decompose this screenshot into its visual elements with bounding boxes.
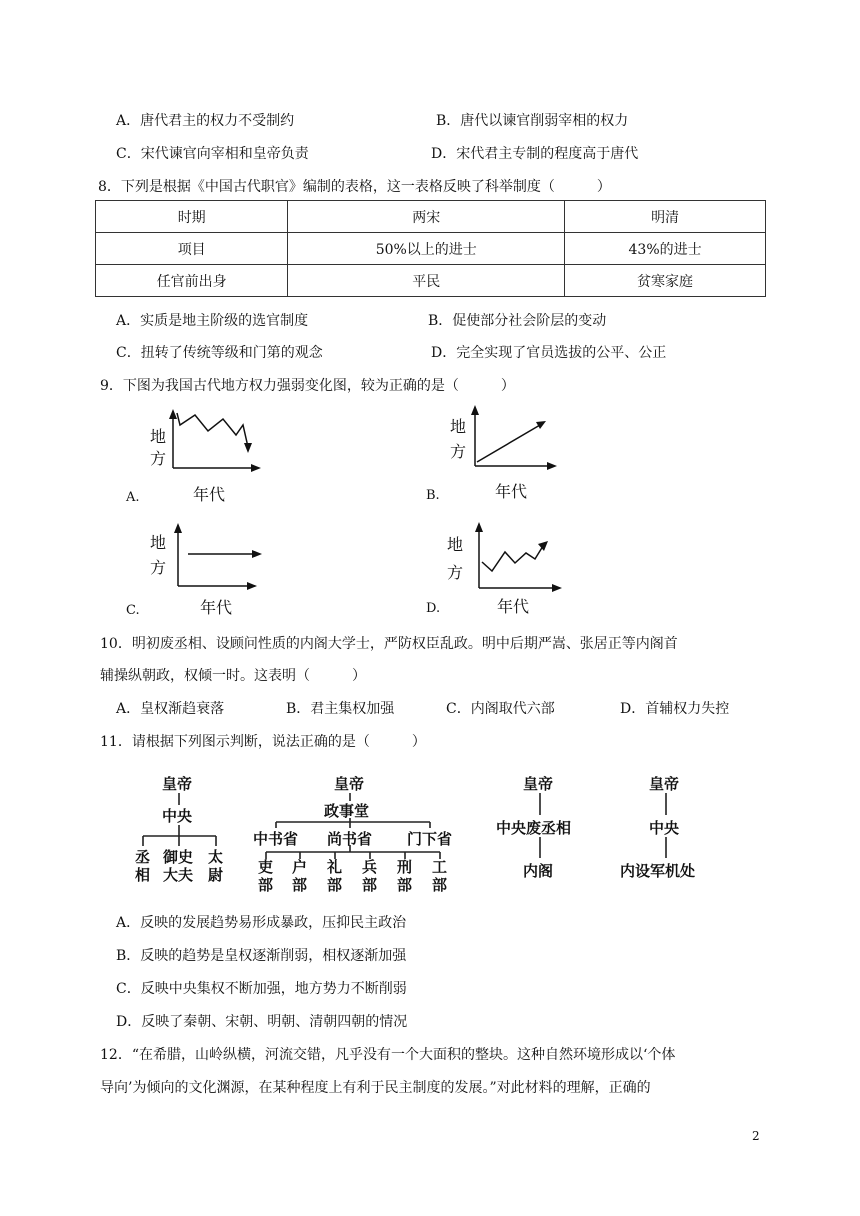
q11-option-c: C．反映中央集权不断加强，地方势力不断削弱	[116, 981, 407, 997]
q11-d4-bottom: 内设军机处	[620, 862, 696, 880]
q9-a-ylabel-top: 地	[150, 427, 167, 446]
q12-stem-line2: 导向’为倾向的文化渊源，在某种程度上有利于民主制度的发展。”对此材料的理解，正确的	[100, 1080, 651, 1096]
table-cell: 平民	[288, 265, 565, 297]
q11-d2-leaf: 礼 部	[327, 858, 343, 894]
q9-label-d: D.	[426, 601, 441, 616]
q8-option-a: A．实质是地主阶级的选官制度	[116, 313, 309, 329]
page-number: 2	[752, 1129, 760, 1143]
q11-option-d: D．反映了秦朝、宋朝、明朝、清朝四朝的情况	[116, 1014, 408, 1030]
q12-stem-line1: 12．“在希腊，山岭纵横，河流交错，凡乎没有一个大面积的整块。这种自然环境形成以‘个体	[100, 1047, 676, 1063]
q9-d-ylabel-top: 地	[447, 535, 464, 554]
q11-option-a: A．反映的发展趋势易形成暴政，压抑民主政治	[116, 915, 407, 931]
q9-b-ylabel-top: 地	[450, 417, 467, 436]
q11-d3-bottom: 内阁	[523, 862, 554, 880]
q9-stem: 9．下图为我国古代地方权力强弱变化图，较为正确的是（ ）	[100, 378, 515, 394]
q11-d2-leaf: 刑 部	[397, 858, 413, 894]
q8-option-c: C．扭转了传统等级和门第的观念	[116, 345, 323, 361]
q10-option-c: C．内阁取代六部	[446, 701, 555, 717]
table-cell: 50%以上的进士	[288, 233, 565, 265]
q9-label-a: A.	[126, 490, 140, 505]
q7-option-b: B．唐代以谏官削弱宰相的权力	[436, 113, 629, 129]
q11-d2-mid: 门下省	[407, 830, 453, 848]
q11-d2-leaf: 工 部	[432, 858, 448, 894]
q9-label-b: B.	[426, 488, 440, 503]
q11-d1-top: 皇帝	[162, 775, 193, 793]
q11-d2-leaf: 户 部	[292, 858, 308, 894]
q9-c-ylabel-top: 地	[150, 533, 167, 552]
q8-option-d: D．完全实现了官员选拔的公平、公正	[431, 345, 667, 361]
table-cell: 任官前出身	[96, 265, 288, 297]
table-cell: 贫寒家庭	[565, 265, 766, 297]
q11-d1-mid: 中央	[162, 807, 193, 825]
q11-d1-leaf: 御史 大夫	[163, 848, 194, 884]
q11-d4-top: 皇帝	[649, 775, 680, 793]
q7-option-a: A．唐代君主的权力不受制约	[116, 113, 295, 129]
q9-a-xlabel: 年代	[193, 485, 226, 504]
q9-c-xlabel: 年代	[200, 598, 233, 617]
table-cell: 43%的进士	[565, 233, 766, 265]
q9-d-ylabel-bottom: 方	[447, 563, 464, 582]
q11-stem: 11．请根据下列图示判断，说法正确的是（ ）	[100, 734, 426, 750]
q11-d2-mid: 尚书省	[327, 830, 373, 848]
q11-d2-mid: 中书省	[253, 830, 299, 848]
q11-d3-mid: 中央废丞相	[496, 819, 572, 837]
q7-option-c: C．宋代谏官向宰相和皇帝负责	[116, 146, 309, 162]
q8-option-b: B．促使部分社会阶层的变动	[428, 313, 607, 329]
q10-option-b: B．君主集权加强	[286, 701, 395, 717]
q11-option-b: B．反映的趋势是皇权逐渐削弱，相权逐渐加强	[116, 948, 407, 964]
table-header-cell: 两宋	[288, 201, 565, 233]
q11-d1-leaf: 丞 相	[135, 848, 151, 884]
q11-d1-leaf: 太 尉	[208, 848, 224, 884]
q11-d2-leaf: 兵 部	[362, 858, 378, 894]
q9-b-ylabel-bottom: 方	[450, 442, 467, 461]
q11-d2-top: 皇帝	[334, 775, 365, 793]
q9-b-xlabel: 年代	[495, 482, 528, 501]
q10-option-d: D．首辅权力失控	[620, 701, 730, 717]
q11-d4-mid: 中央	[649, 819, 680, 837]
q9-d-xlabel: 年代	[497, 597, 530, 616]
q7-option-d: D．宋代君主专制的程度高于唐代	[431, 146, 639, 162]
q11-d2-sub: 政事堂	[324, 802, 370, 820]
q9-a-ylabel-bottom: 方	[150, 449, 167, 468]
q10-stem-line2: 辅操纵朝政，权倾一时。这表明（ ）	[100, 668, 366, 684]
q8-stem: 8．下列是根据《中国古代职官》编制的表格，这一表格反映了科举制度（ ）	[98, 179, 611, 195]
q9-label-c: C.	[126, 603, 140, 618]
table-cell: 项目	[96, 233, 288, 265]
q10-option-a: A．皇权渐趋衰落	[116, 701, 225, 717]
table-header-cell: 明清	[565, 201, 766, 233]
q9-c-ylabel-bottom: 方	[150, 558, 167, 577]
q11-d2-leaf: 吏 部	[258, 858, 274, 894]
q10-stem-line1: 10．明初废丞相、设顾问性质的内阁大学士，严防权臣乱政。明中后期严嵩、张居正等内阁首	[100, 636, 678, 652]
table-header-cell: 时期	[96, 201, 288, 233]
q11-d3-top: 皇帝	[523, 775, 554, 793]
